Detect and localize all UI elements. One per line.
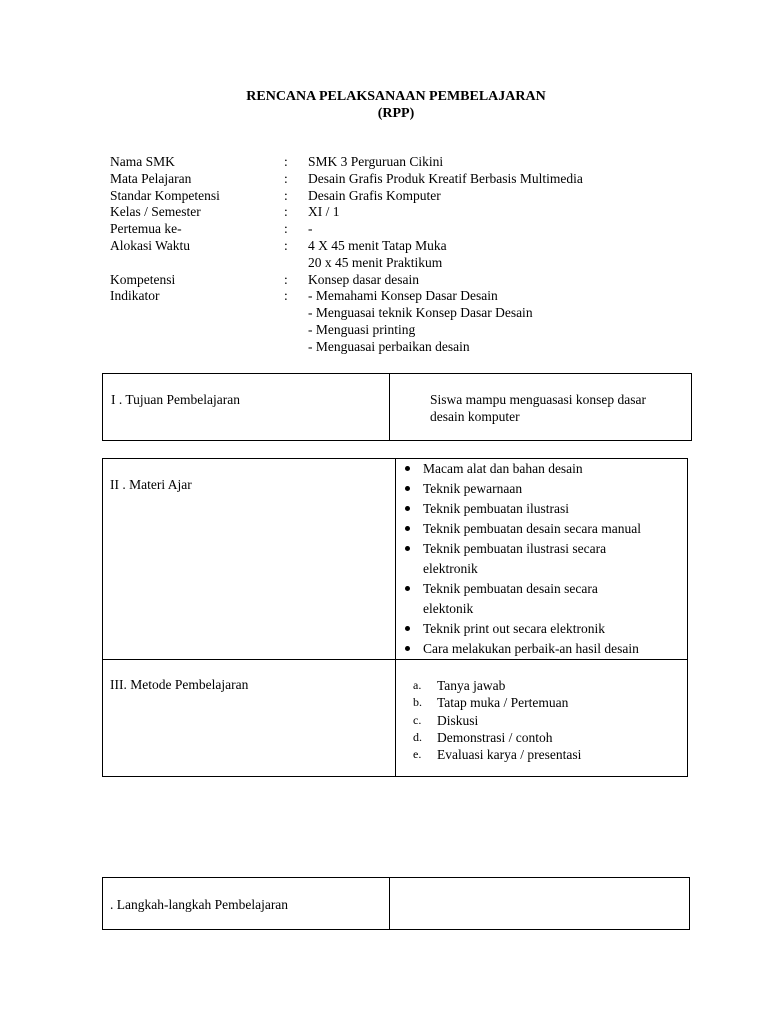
tujuan-content-line1: Siswa mampu menguasasi konsep dasar [430,392,646,407]
materi-item-text: Teknik print out secara elektronik [423,621,605,636]
info-value: - [308,221,313,237]
langkah-table [102,877,690,930]
materi-label: II . Materi Ajar [110,477,192,492]
metode-item [413,677,581,694]
metode-item-text: Demonstrasi / contoh [437,729,553,745]
materi-item [399,459,641,479]
materi-item-text: elektonik [423,601,474,616]
materi-item [399,499,641,519]
metode-item-marker: d. [413,729,422,744]
materi-item-text: Teknik pembuatan ilustrasi secara [423,541,607,556]
materi-item [399,639,641,659]
info-value: 20 x 45 menit Praktikum [308,254,443,270]
info-label: Kompetensi [110,271,176,287]
materi-item [399,539,641,579]
metode-item-marker: b. [413,695,422,710]
materi-item-text: Teknik pembuatan desain secara manual [423,521,641,536]
metode-item [413,712,581,729]
document-subtitle: (RPP) [377,106,415,121]
tujuan-content-line2: desain komputer [430,409,520,424]
info-value: - Memahami Konsep Dasar Desain [308,288,498,304]
info-value: - Menguasi printing [308,321,416,337]
materi-metode-table [102,458,688,777]
metode-item-text: Tanya jawab [437,678,506,693]
metode-label: III. Metode Pembelajaran [110,677,249,692]
metode-list [413,677,581,763]
info-colon: : [284,271,288,287]
materi-item-text: elektronik [423,561,478,576]
info-value: 4 X 45 menit Tatap Muka [308,237,447,253]
metode-item-text: Diskusi [437,712,479,728]
info-value: SMK 3 Perguruan Cikini [308,154,444,169]
materi-item-text: Macam alat dan bahan desain [423,461,583,476]
info-value: - Menguasai perbaikan desain [308,338,470,354]
materi-list [399,459,641,659]
info-colon: : [284,170,288,186]
info-label: Indikator [110,288,160,304]
info-label: Standar Kompetensi [110,187,220,203]
info-value: Konsep dasar desain [308,271,419,287]
info-value: XI / 1 [308,204,340,220]
info-value: Desain Grafis Komputer [308,187,441,203]
metode-item-marker: e. [413,747,422,762]
info-colon: : [284,288,288,304]
materi-item-text: Cara melakukan perbaik-an hasil desain [423,641,639,656]
info-label: Nama SMK [110,154,175,169]
materi-item [399,579,641,619]
info-label: Kelas / Semester [110,204,201,220]
info-colon: : [284,237,288,253]
info-value: Desain Grafis Produk Kreatif Berbasis Multimedia [308,170,583,186]
materi-item-text: Teknik pewarnaan [423,481,523,496]
metode-item [413,694,581,711]
langkah-label: . Langkah-langkah Pembelajaran [110,897,289,912]
info-colon: : [284,221,288,237]
metode-item [413,746,581,763]
metode-item-text: Evaluasi karya / presentasi [437,747,582,763]
materi-item-text: Teknik pembuatan desain secara [423,581,598,596]
info-colon: : [284,204,288,220]
document-title: RENCANA PELAKSANAAN PEMBELAJARAN [246,89,546,104]
materi-item [399,619,641,639]
tujuan-label: I . Tujuan Pembelajaran [111,392,240,407]
info-colon: : [284,154,288,169]
metode-item-marker: c. [413,712,422,727]
materi-item [399,519,641,539]
metode-item-marker: a. [413,678,422,692]
metode-item-text: Tatap muka / Pertemuan [437,695,569,711]
materi-item [399,479,641,499]
tujuan-table [102,373,692,441]
materi-item-text: Teknik pembuatan ilustrasi [423,501,570,516]
info-value: - Menguasai teknik Konsep Dasar Desain [308,305,533,321]
info-label: Pertemua ke- [110,221,182,237]
info-label: Alokasi Waktu [110,237,191,253]
info-colon: : [284,187,288,203]
metode-item [413,729,581,746]
info-label: Mata Pelajaran [110,170,192,186]
